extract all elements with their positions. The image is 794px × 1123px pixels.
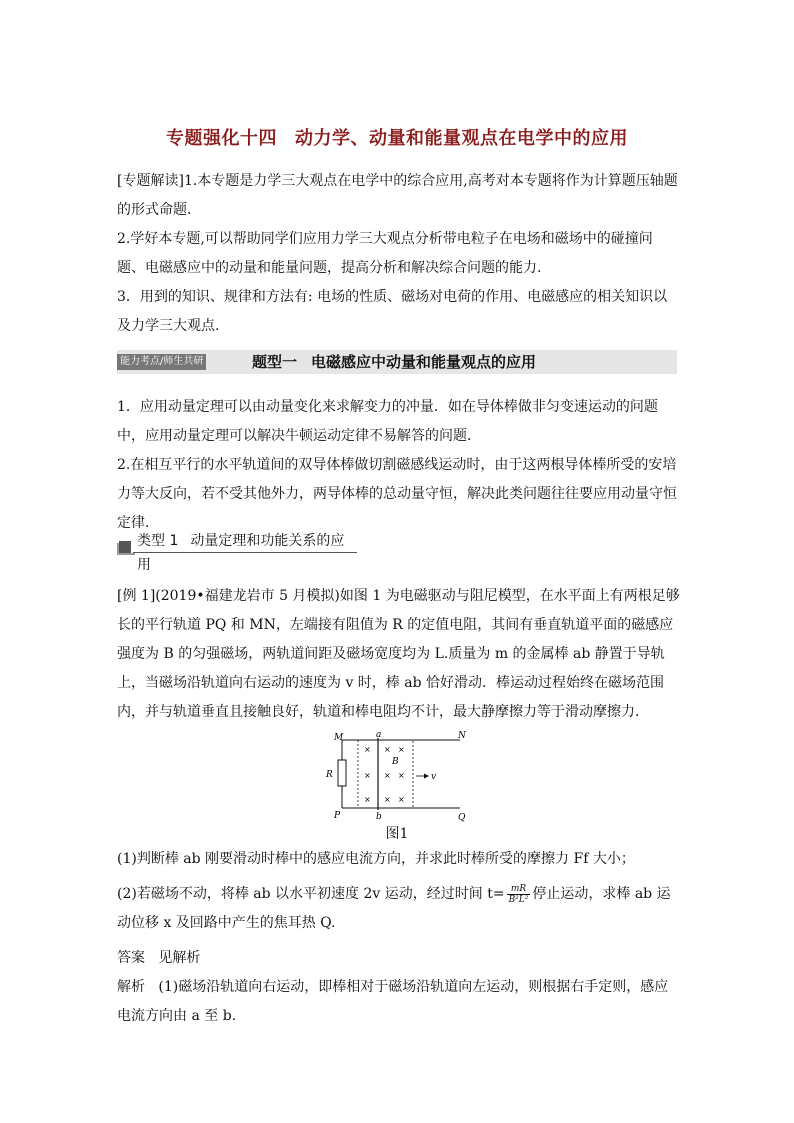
question-2	[117, 880, 680, 938]
answer-label: 答案	[117, 950, 145, 966]
resistor	[338, 760, 346, 786]
label-Q: Q	[458, 813, 466, 822]
label-M: M	[334, 733, 344, 743]
question-1: (1)判断棒 ab 刚要滑动时棒中的感应电流方向，并求此时棒所受的摩擦力 Ff 大小；	[117, 851, 635, 867]
label-B: B	[392, 757, 399, 767]
subtype-a: 类型 1	[137, 533, 179, 549]
velocity-arrow-icon	[424, 774, 429, 779]
cross-mark: ×	[384, 745, 391, 754]
cross-mark: ×	[364, 771, 371, 780]
cross-mark: ×	[398, 745, 405, 754]
answer-text: 见解析	[158, 950, 201, 966]
label-v: v	[431, 772, 437, 782]
subtype-heading	[117, 529, 357, 573]
figure-caption: 图1	[385, 826, 409, 842]
title-part1: 专题强化十四	[166, 128, 277, 149]
intro-p3: 3．用到的知识、规律和方法有: 电场的性质、磁场对电荷的作用、电磁感应的相关知识以及力学三大观点.	[117, 289, 668, 334]
analysis-text: (1)磁场沿轨道向右运动，即棒相对于磁场沿轨道向左运动，则根据右手定则，感应电流方向由 a 至 b.	[117, 979, 669, 1024]
title-part2: 动力学、动量和能量观点在电学中的应用	[295, 128, 628, 149]
label-N: N	[458, 731, 466, 741]
subtype-text	[137, 529, 357, 577]
intro-tag: [专题解读]	[117, 173, 184, 189]
fraction-denominator: B²L²	[508, 894, 529, 905]
cross-mark: ×	[364, 745, 371, 754]
banner-heading	[252, 350, 536, 374]
page-title	[0, 124, 794, 150]
q2-pre: (2)若磁场不动，将棒 ab 以水平初速度 2v 运动，经过时间 t=	[117, 886, 505, 902]
body-p2: 2.在相互平行的水平轨道间的双导体棒做切割磁感线运动时，由于这两根导体棒所受的安培力等大反向，若不受其他外力，两导体棒的总动量守恒，解决此类问题往往要应用动量守恒定律．	[117, 457, 677, 531]
cross-mark: ×	[384, 771, 391, 780]
analysis-label: 解析	[117, 979, 145, 995]
answer-line	[117, 944, 680, 973]
label-P: P	[334, 811, 341, 821]
intro-p1: 1.本专题是力学三大观点在电学中的综合应用,高考对本专题将作为计算题压轴题的形式命题.	[117, 173, 678, 218]
example-section	[117, 582, 680, 727]
q2-post: 停止运动，求棒 ab 运动位移 x 及回路中产生的焦耳热 Q.	[117, 886, 671, 931]
label-b: b	[376, 812, 382, 822]
subtype-square-icon	[119, 541, 131, 553]
example-tag: [例 1]	[117, 588, 156, 604]
banner-label: 能力考点/师生共研	[117, 354, 206, 370]
section-banner	[117, 350, 677, 374]
label-a: a	[376, 730, 382, 740]
body-section	[117, 393, 680, 538]
intro-p2: 2.学好本专题,可以帮助同学们应用力学三大观点分析带电粒子在电场和磁场中的碰撞问题、电磁感应中的动量和能量问题，提高分析和解决综合问题的能力.	[117, 231, 653, 276]
banner-head2: 电磁感应中动量和能量观点的应用	[311, 353, 537, 371]
banner-head1: 题型一	[252, 353, 298, 371]
subtype-underline	[133, 552, 357, 553]
cross-mark: ×	[384, 795, 391, 804]
intro-section	[117, 167, 680, 341]
analysis-section	[117, 973, 680, 1031]
circuit-figure	[320, 730, 480, 822]
example-text: (2019•福建龙岩市 5 月模拟)如图 1 为电磁驱动与阻尼模型，在水平面上有两根足够长的平行轨道 PQ 和 MN，左端接有阻值为 R 的定值电阻，其间有垂直轨道平面的磁感应强度为 B 的匀强磁场，两轨道间距及磁场宽度均为 L.质量为 m 的金属棒 ab 静置于导轨上，当磁场沿轨道向右运动的速度为 v 时，棒 ab 恰好滑动．棒运动过程始终在磁场范围内，并与轨道垂直且接触良好，轨道和棒电阻均不计，最大静摩擦力等于滑动摩擦力．	[117, 588, 680, 720]
cross-mark: ×	[398, 795, 405, 804]
body-p1: 1．应用动量定理可以由动量变化来求解变力的冲量．如在导体棒做非匀变速运动的问题中，应用动量定理可以解决牛顿运动定律不易解答的问题．	[117, 399, 658, 444]
cross-mark: ×	[364, 795, 371, 804]
time-fraction	[507, 884, 531, 905]
subtype-b: 动量定理和功能关系的应用	[137, 533, 345, 573]
cross-mark: ×	[398, 771, 405, 780]
fraction-numerator: mR	[507, 884, 531, 895]
label-R: R	[326, 770, 333, 780]
